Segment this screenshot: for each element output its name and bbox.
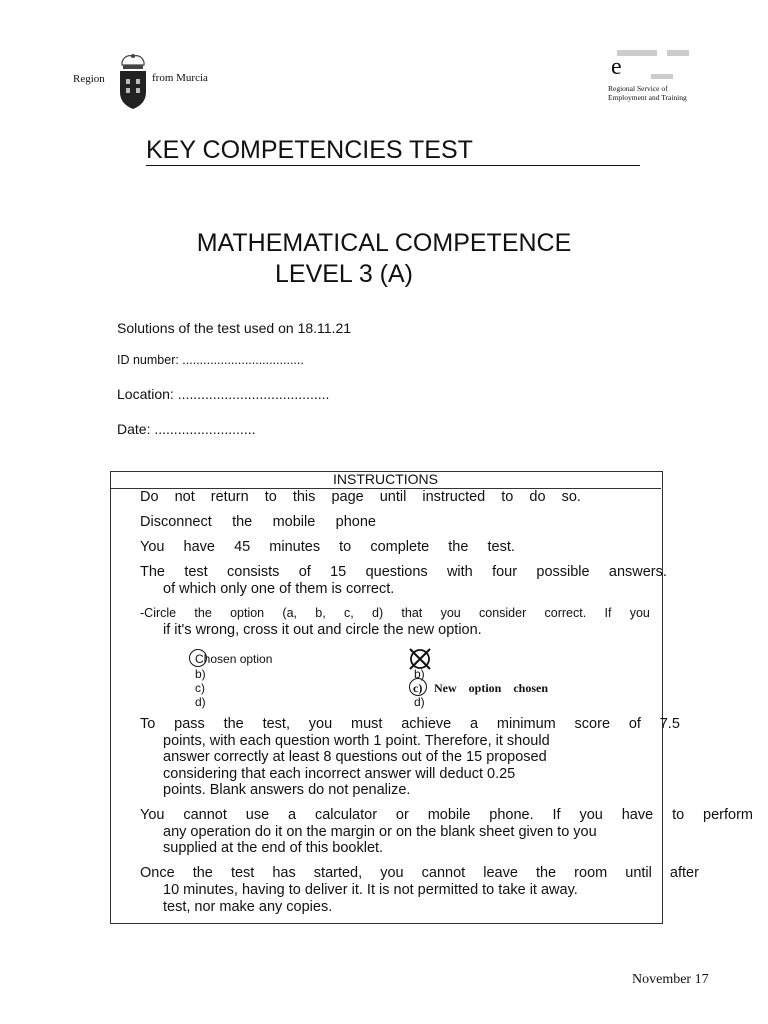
footer-date: November 17 [632,972,709,987]
instruction-5-cont: if it's wrong, cross it out and circle the new option. [163,622,482,638]
instruction-7-cont-2: supplied at the end of this booklet. [163,840,384,856]
instruction-word: calculator [314,807,378,823]
instruction-word: pass [174,716,205,732]
instruction-word: four [492,564,518,580]
instruction-word: after [669,865,699,881]
instruction-word: You [140,539,165,555]
instruction-word: mobile [427,807,471,823]
instruction-word: score [574,716,611,732]
instruction-word: d) [372,606,384,620]
date-field: Date: .......................... [117,421,256,437]
instruction-word: to [339,539,352,555]
instruction-word: If [604,606,612,620]
instruction-word: c, [344,606,354,620]
instruction-word: minutes [269,539,321,555]
instruction-word: have [183,539,215,555]
instruction-word: perform [703,807,753,823]
option-c-alt: c) [413,681,423,695]
instruction-word: cannot [183,807,227,823]
instruction-7-cont-1: any operation do it on the margin or on the blank sheet given to you [163,824,597,840]
option-b: b) [195,667,206,681]
instruction-word: leave [483,865,518,881]
instruction-word: the [194,606,212,620]
instruction-word: cannot [421,865,466,881]
option-c: c) [195,681,205,695]
instruction-4 [140,564,667,581]
instructions-heading: INSTRUCTIONS [110,471,661,489]
instruction-word: to [501,489,514,505]
instruction-word: to [672,807,685,823]
instruction-word: test [184,564,208,580]
instruction-word: room [574,865,608,881]
option-b-alt: b) [414,667,425,681]
instruction-2 [140,514,376,531]
instruction-word: phone. [489,807,534,823]
instruction-word: possible [536,564,590,580]
instruction-word: test, [262,716,290,732]
instruction-word: page [331,489,364,505]
instruction-word: phone [335,514,376,530]
instruction-word: has [272,865,296,881]
instruction-word: not [174,489,195,505]
instruction-word: with [446,564,473,580]
instruction-word: until [379,489,407,505]
instruction-word: -Circle [140,606,177,620]
option-d: d) [195,695,206,709]
instruction-word: must [351,716,383,732]
region-label-right: from Murcia [152,72,208,84]
instruction-8-cont-1: 10 minutes, having to deliver it. It is not permitted to take it away. [163,882,578,898]
instruction-7 [140,807,753,824]
instruction-word: complete [370,539,430,555]
instruction-word: correct. [544,606,587,620]
instruction-6-cont-3: considering that each incorrect answer will deduct 0.25 [163,766,516,782]
instruction-word: option [230,606,265,620]
instruction-word: to [264,489,277,505]
instruction-word: you [380,865,404,881]
instruction-word: a [288,807,297,823]
instruction-4-cont: of which only one of them is correct. [163,581,395,597]
instruction-word: the [535,865,557,881]
instruction-word: (a, [282,606,297,620]
instruction-1 [140,489,581,506]
instruction-word: the [192,865,213,881]
murcia-crest-icon [117,52,149,110]
id-number-field: ID number: ................................... [117,353,304,367]
instruction-8 [140,865,699,882]
instruction-word: of [298,564,311,580]
instruction-word: answers. [608,564,667,580]
instruction-word: you [629,606,650,620]
instruction-word: of [628,716,641,732]
instruction-word: the [232,514,253,530]
instruction-3 [140,539,515,556]
instruction-6-cont-4: points. Blank answers do not penalize. [163,782,411,798]
instruction-5 [140,605,650,622]
instruction-word: instructed [422,489,486,505]
level-title: LEVEL 3 (A) [274,260,414,288]
instruction-word: achieve [401,716,452,732]
instruction-word: consists [227,564,280,580]
instruction-word: 7.5 [659,716,680,732]
instruction-word: You [140,807,165,823]
instruction-word: this [292,489,316,505]
location-field: Location: ....................................... [117,386,330,402]
instruction-word: Disconnect [140,514,212,530]
instruction-word: return [210,489,249,505]
option-d-alt: d) [414,695,425,709]
instruction-word: consider [479,606,527,620]
instruction-word: The [140,564,165,580]
instruction-word: questions [365,564,428,580]
instruction-word: mobile [272,514,316,530]
instruction-word: that [401,606,423,620]
instruction-word: the [223,716,244,732]
instruction-word: a [470,716,479,732]
instruction-word: test [230,865,255,881]
instruction-6-cont-1: points, with each question worth 1 point. Therefore, it should [163,733,550,749]
instruction-word: To [140,716,156,732]
instruction-word: started, [313,865,363,881]
solutions-date: Solutions of the test used on 18.11.21 [117,320,352,336]
service-name: Regional Service of Employment and Training [608,84,687,102]
instruction-word: so. [561,489,581,505]
instruction-8-cont-2: test, nor make any copies. [163,899,333,915]
instruction-word: do [529,489,546,505]
instruction-word: Do [140,489,159,505]
instruction-word: you [579,807,603,823]
instruction-word: Once [140,865,175,881]
competence-title: MATHEMATICAL COMPETENCE [196,229,572,257]
instruction-word: you [308,716,333,732]
instruction-word: until [625,865,652,881]
instruction-word: or [395,807,409,823]
sef-logo-letter: e [611,54,622,80]
instruction-word: have [621,807,654,823]
page-title: KEY COMPETENCIES TEST [146,136,640,166]
instruction-word: you [440,606,461,620]
instruction-word: the [448,539,469,555]
instruction-6-cont-2: answer correctly at least 8 questions out of the 15 proposed [163,749,547,765]
instruction-word: 45 [234,539,251,555]
instruction-word: 15 [330,564,347,580]
instruction-word: b, [315,606,326,620]
region-label-left: Region [73,73,105,85]
chosen-option-label: Chosen option [195,652,273,666]
instruction-word: use [245,807,270,823]
instruction-6 [140,716,680,733]
instruction-word: test. [487,539,515,555]
instruction-word: minimum [496,716,556,732]
new-option-label: New option chosen [434,681,549,695]
instruction-word: If [552,807,561,823]
